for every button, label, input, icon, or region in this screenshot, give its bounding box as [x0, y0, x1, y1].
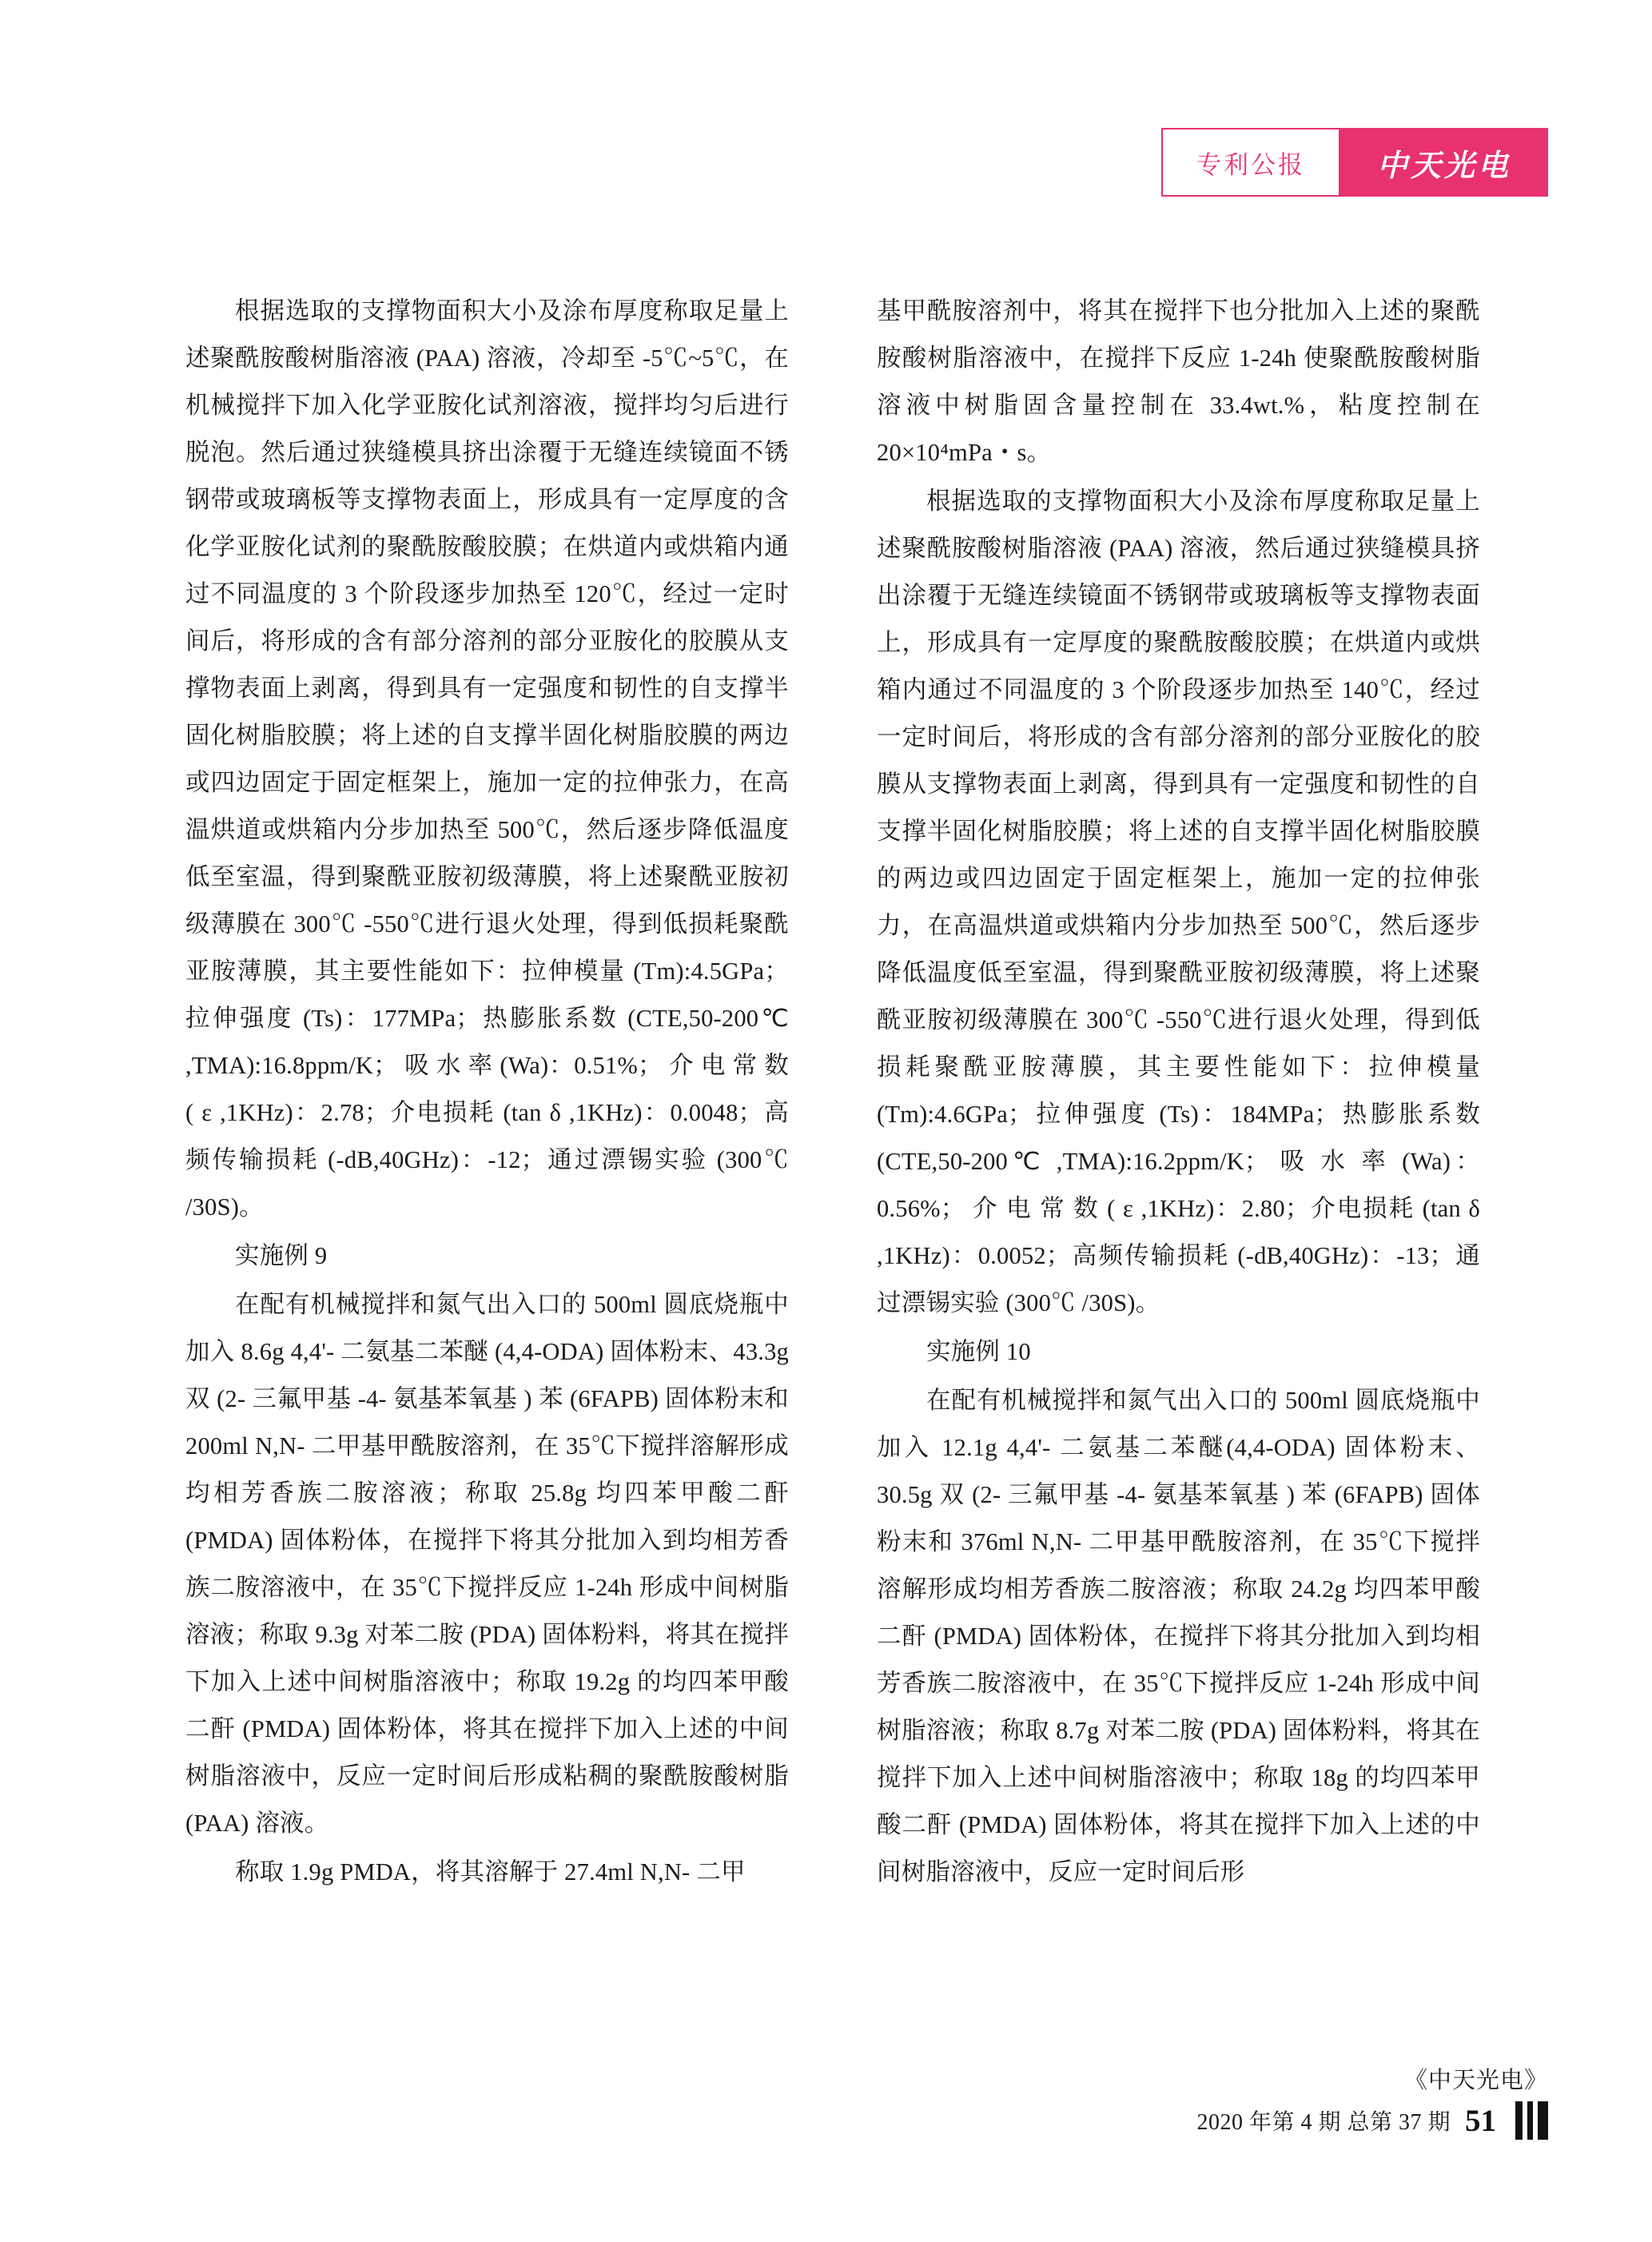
paragraph: 称取 1.9g PMDA，将其溶解于 27.4ml N,N- 二甲 [235, 1858, 746, 1886]
header-brand-label: 中天光电 [1376, 149, 1511, 183]
paragraph: 基甲酰胺溶剂中，将其在搅拌下也分批加入上述的聚酰胺酸树脂溶液中，在搅拌下反应 1-24h 使聚酰胺酸树脂溶液中树脂固含量控制在 33.4wt.%，粘度控制在 20×10⁴mPa・s。 [877, 297, 1480, 466]
page-footer [1196, 2062, 1548, 2140]
section-heading-example-9: 实施例 9 [235, 1242, 328, 1269]
column-right [877, 288, 1480, 1898]
page-number: 51 [1465, 2103, 1496, 2138]
page-header [1161, 128, 1548, 197]
header-badge [1161, 128, 1340, 197]
paragraph: 在配有机械搅拌和氮气出入口的 500ml 圆底烧瓶中加入 12.1g 4,4'- 二氨基二苯醚(4,4-ODA) 固体粉末、30.5g 双 (2- 三氟甲基 -4- 氨基苯氧基 ) 苯 (6FAPB) 固体粉末和 376ml N,N- 二甲基甲酰胺溶剂，在 35℃下搅拌溶解形成均相芳香族二胺溶液；称取 24.2g 均四苯甲酸二酐 (PMDA) 固体粉体，在搅拌下将其分批加入到均相芳香族二胺溶液中，在 35℃下搅拌反应 1-24h 形成中间树脂溶液；称取 8.7g 对苯二胺 (PDA) 固体粉料，将其在搅拌下加入上述中间树脂溶液中；称取 18g 的均四苯甲酸二酐 (PMDA) 固体粉体，将其在搅拌下加入上述的中间树脂溶液中，反应一定时间后形 [877, 1387, 1480, 1886]
publication-title: 《中天光电》 [1403, 2068, 1548, 2093]
issue-info: 2020 年第 4 期 总第 37 期 [1196, 2110, 1451, 2135]
column-left [185, 288, 789, 1898]
paragraph: 根据选取的支撑物面积大小及涂布厚度称取足量上述聚酰胺酸树脂溶液 (PAA) 溶液，冷却至 -5℃~5℃，在机械搅拌下加入化学亚胺化试剂溶液，搅拌均匀后进行脱泡。然后通过狭缝模具挤出涂覆于无缝连续镜面不锈钢带或玻璃板等支撑物表面上，形成具有一定厚度的含化学亚胺化试剂的聚酰胺酸胶膜；在烘道内或烘箱内通过不同温度的 3 个阶段逐步加热至 120℃，经过一定时间后，将形成的含有部分溶剂的部分亚胺化的胶膜从支撑物表面上剥离，得到具有一定强度和韧性的自支撑半固化树脂胶膜；将上述的自支撑半固化树脂胶膜的两边或四边固定于固定框架上，施加一定的拉伸张力，在高温烘道或烘箱内分步加热至 500℃，然后逐步降低温度低至室温，得到聚酰亚胺初级薄膜，将上述聚酰亚胺初级薄膜在 300℃ -550℃进行退火处理，得到低损耗聚酰亚胺薄膜，其主要性能如下：拉伸模量 (Tm):4.5GPa；拉伸强度 (Ts)：177MPa；热膨胀系数 (CTE,50-200℃ ,TMA):16.8ppm/K； 吸 水 率 (Wa)：0.51%； 介 电 常 数 ( ε ,1KHz)：2.78；介电损耗 (tan δ ,1KHz)：0.0048；高频传输损耗 (-dB,40GHz)：-12；通过漂锡实验 (300℃ /30S)。 [185, 297, 789, 1221]
article-body [185, 288, 1480, 1898]
paragraph: 在配有机械搅拌和氮气出入口的 500ml 圆底烧瓶中加入 8.6g 4,4'- 二氨基二苯醚 (4,4-ODA) 固体粉末、43.3g 双 (2- 三氟甲基 -4- 氨基苯氧基 ) 苯 (6FAPB) 固体粉末和 200ml N,N- 二甲基甲酰胺溶剂，在 35℃下搅拌溶解形成均相芳香族二胺溶液；称取 25.8g 均四苯甲酸二酐 (PMDA) 固体粉体，在搅拌下将其分批加入到均相芳香族二胺溶液中，在 35℃下搅拌反应 1-24h 形成中间树脂溶液；称取 9.3g 对苯二胺 (PDA) 固体粉料，将其在搅拌下加入上述中间树脂溶液中；称取 19.2g 的均四苯甲酸二酐 (PMDA) 固体粉体，将其在搅拌下加入上述的中间树脂溶液中，反应一定时间后形成粘稠的聚酰胺酸树脂 (PAA) 溶液。 [185, 1291, 789, 1837]
decorative-bars-icon [1515, 2101, 1548, 2140]
footer-row [1196, 2101, 1548, 2140]
header-brand [1340, 128, 1548, 197]
header-badge-label: 专利公报 [1196, 150, 1305, 179]
section-heading-example-10: 实施例 10 [926, 1338, 1031, 1365]
paragraph: 根据选取的支撑物面积大小及涂布厚度称取足量上述聚酰胺酸树脂溶液 (PAA) 溶液，然后通过狭缝模具挤出涂覆于无缝连续镜面不锈钢带或玻璃板等支撑物表面上，形成具有一定厚度的聚酰胺酸胶膜；在烘道内或烘箱内通过不同温度的 3 个阶段逐步加热至 140℃，经过一定时间后，将形成的含有部分溶剂的部分亚胺化的胶膜从支撑物表面上剥离，得到具有一定强度和韧性的自支撑半固化树脂胶膜；将上述的自支撑半固化树脂胶膜的两边或四边固定于固定框架上，施加一定的拉伸张力，在高温烘道或烘箱内分步加热至 500℃，然后逐步降低温度低至室温，得到聚酰亚胺初级薄膜，将上述聚酰亚胺初级薄膜在 300℃ -550℃进行退火处理，得到低损耗聚酰亚胺薄膜，其主要性能如下：拉伸模量 (Tm):4.6GPa；拉伸强度 (Ts)：184MPa；热膨胀系数 (CTE,50-200℃ ,TMA):16.2ppm/K； 吸 水 率 (Wa)：0.56%； 介 电 常 数 ( ε ,1KHz)：2.80；介电损耗 (tan δ ,1KHz)：0.0052；高频传输损耗 (-dB,40GHz)：-13；通过漂锡实验 (300℃ /30S)。 [877, 488, 1480, 1316]
